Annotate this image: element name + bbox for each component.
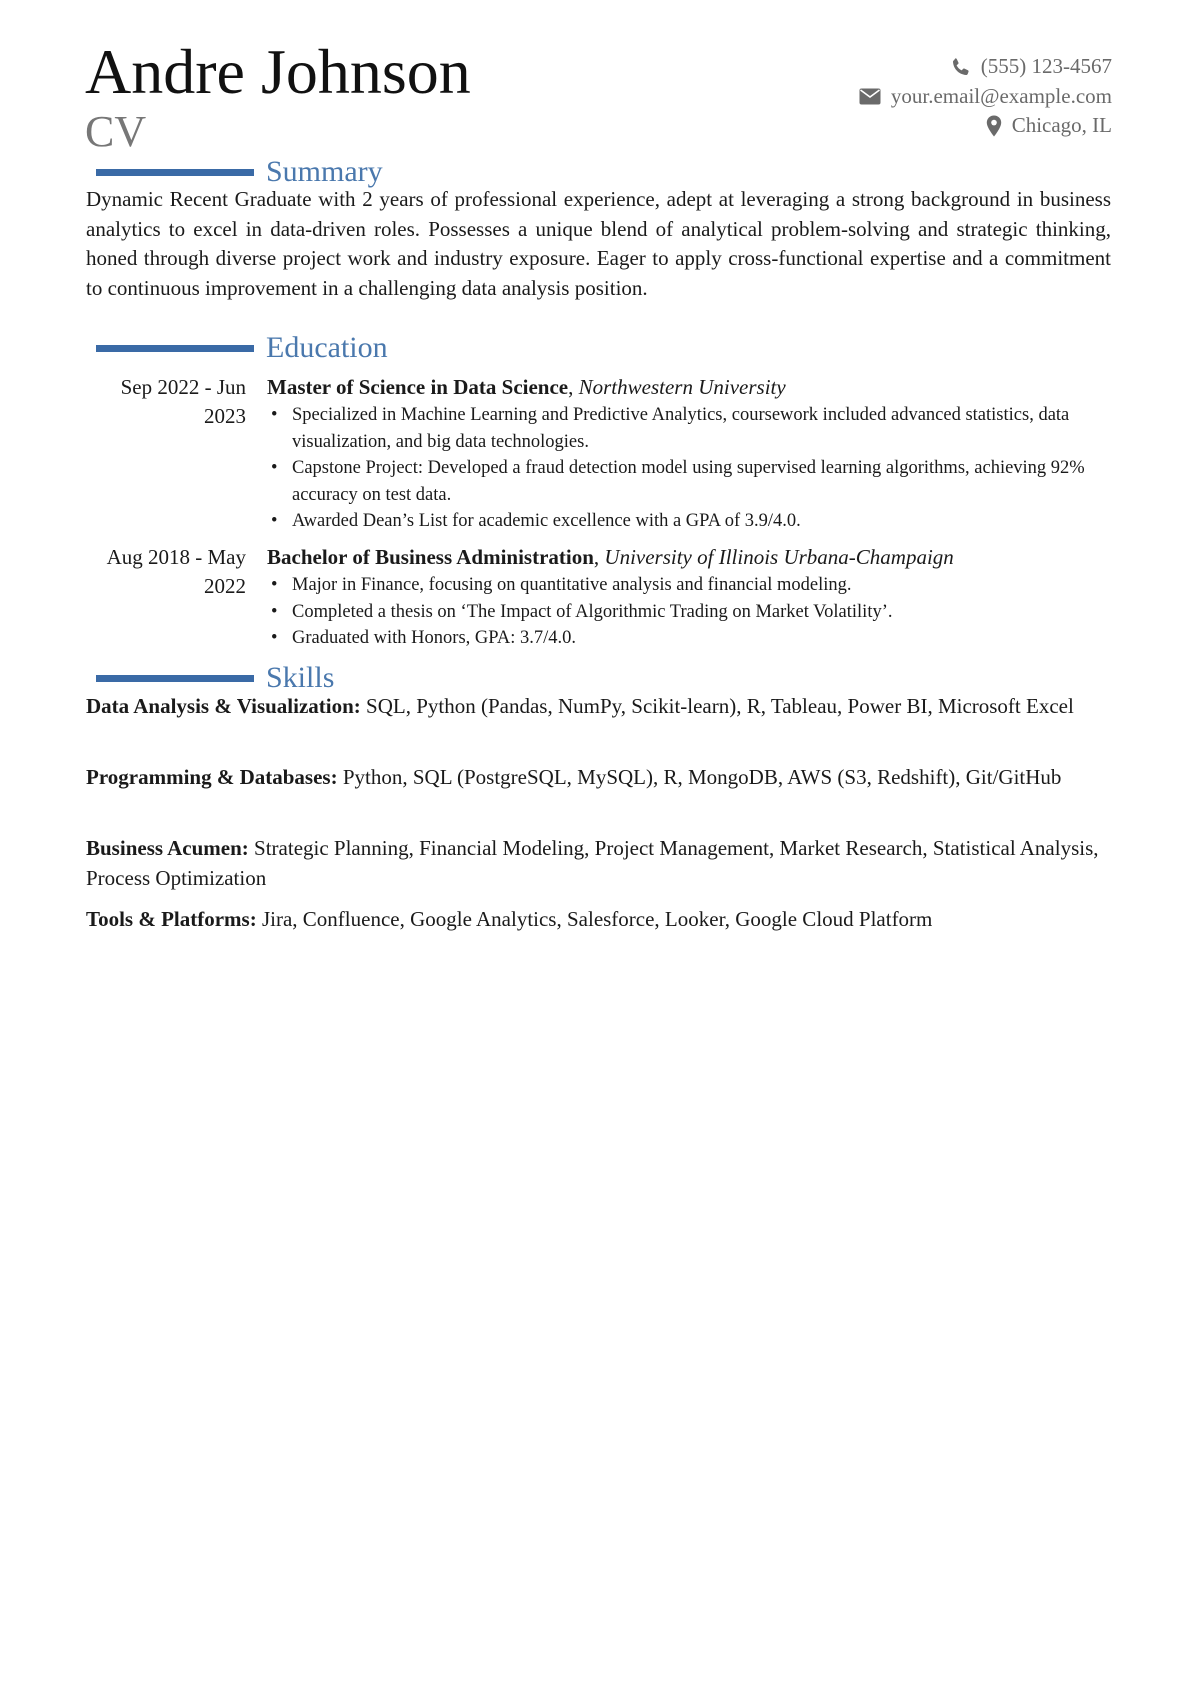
- list-item: • Capstone Project: Developed a fraud detection model using supervised learning algorithms, achieving 92% accuracy on test data.: [267, 455, 1111, 508]
- skill-row: [86, 834, 1116, 893]
- email-address: your.email@example.com: [890, 83, 1112, 108]
- skill-label: Data Analysis & Visualization:: [86, 694, 361, 718]
- skill-row: [86, 763, 1116, 793]
- education-bullets: [267, 572, 1111, 652]
- list-item: • Major in Finance, focusing on quantitative analysis and financial modeling.: [267, 572, 1111, 599]
- document-subtitle: CV: [85, 107, 147, 156]
- skill-value: Jira, Confluence, Google Analytics, Salesforce, Looker, Google Cloud Platform: [256, 907, 933, 931]
- skill-label: Programming & Databases:: [86, 765, 338, 789]
- skill-row: [86, 692, 1116, 722]
- section-rule: [96, 675, 254, 682]
- list-item: • Awarded Dean’s List for academic excellence with a GPA of 3.9/4.0.: [267, 508, 1111, 535]
- map-marker-icon: [986, 115, 1002, 137]
- list-item: • Completed a thesis on ‘The Impact of Algorithmic Trading on Market Volatility’.: [267, 599, 1111, 626]
- contact-block: [859, 52, 1112, 141]
- education-dates: Aug 2018 - May 2022: [106, 545, 246, 598]
- summary-text: Dynamic Recent Graduate with 2 years of professional experience, adept at leveraging a strong background in business analytics to excel in data-driven roles. Possesses a unique blend of analytical problem-solving and strategic thinking, honed through diverse project work and industry exposure. Eager to apply cross-functional expertise and a commitment to continuous improvement in a challenging data analysis position.: [86, 187, 1111, 300]
- candidate-name: Andre Johnson: [85, 36, 471, 107]
- education-title: Education: [266, 331, 388, 364]
- education-heading: [96, 330, 388, 366]
- school-name: University of Illinois Urbana-Champaign: [604, 545, 954, 569]
- skill-label: Tools & Platforms:: [86, 907, 257, 931]
- education-details: [267, 373, 1111, 535]
- education-details: [267, 543, 1111, 652]
- skills-title: Skills: [266, 661, 335, 694]
- education-headline: [267, 543, 1111, 572]
- skills-heading: [96, 660, 334, 696]
- contact-email[interactable]: [859, 82, 1112, 112]
- headline-separator: ,: [568, 375, 579, 399]
- section-rule: [96, 169, 254, 176]
- summary-title: Summary: [266, 155, 383, 188]
- list-item: • Graduated with Honors, GPA: 3.7/4.0.: [267, 625, 1111, 652]
- section-rule: [96, 345, 254, 352]
- location-text: Chicago, IL: [1011, 113, 1112, 138]
- education-headline: [267, 373, 1111, 402]
- list-item: • Specialized in Machine Learning and Predictive Analytics, coursework included advanced statistics, data visualization, and big data technologies.: [267, 402, 1111, 455]
- phone-icon: [951, 57, 971, 77]
- skill-value: SQL, Python (Pandas, NumPy, Scikit-learn), R, Tableau, Power BI, Microsoft Excel: [360, 694, 1074, 718]
- skill-row: [86, 905, 1116, 935]
- school-name: Northwestern University: [578, 375, 786, 399]
- education-dates: Sep 2022 - Jun 2023: [120, 375, 246, 428]
- education-bullets: [267, 402, 1111, 535]
- skill-value: Python, SQL (PostgreSQL, MySQL), R, MongoDB, AWS (S3, Redshift), Git/GitHub: [337, 765, 1062, 789]
- degree-name: Master of Science in Data Science: [267, 375, 569, 399]
- contact-phone[interactable]: [859, 52, 1112, 82]
- degree-name: Bachelor of Business Administration: [267, 545, 594, 569]
- envelope-icon: [859, 88, 881, 105]
- skill-value: Strategic Planning, Financial Modeling, Project Management, Market Research, Statistical Analysis, Process Optimization: [86, 836, 1099, 890]
- contact-location: [859, 111, 1112, 141]
- headline-separator: ,: [593, 545, 605, 569]
- phone-number: (555) 123-4567: [980, 54, 1112, 79]
- skill-label: Business Acumen:: [86, 836, 249, 860]
